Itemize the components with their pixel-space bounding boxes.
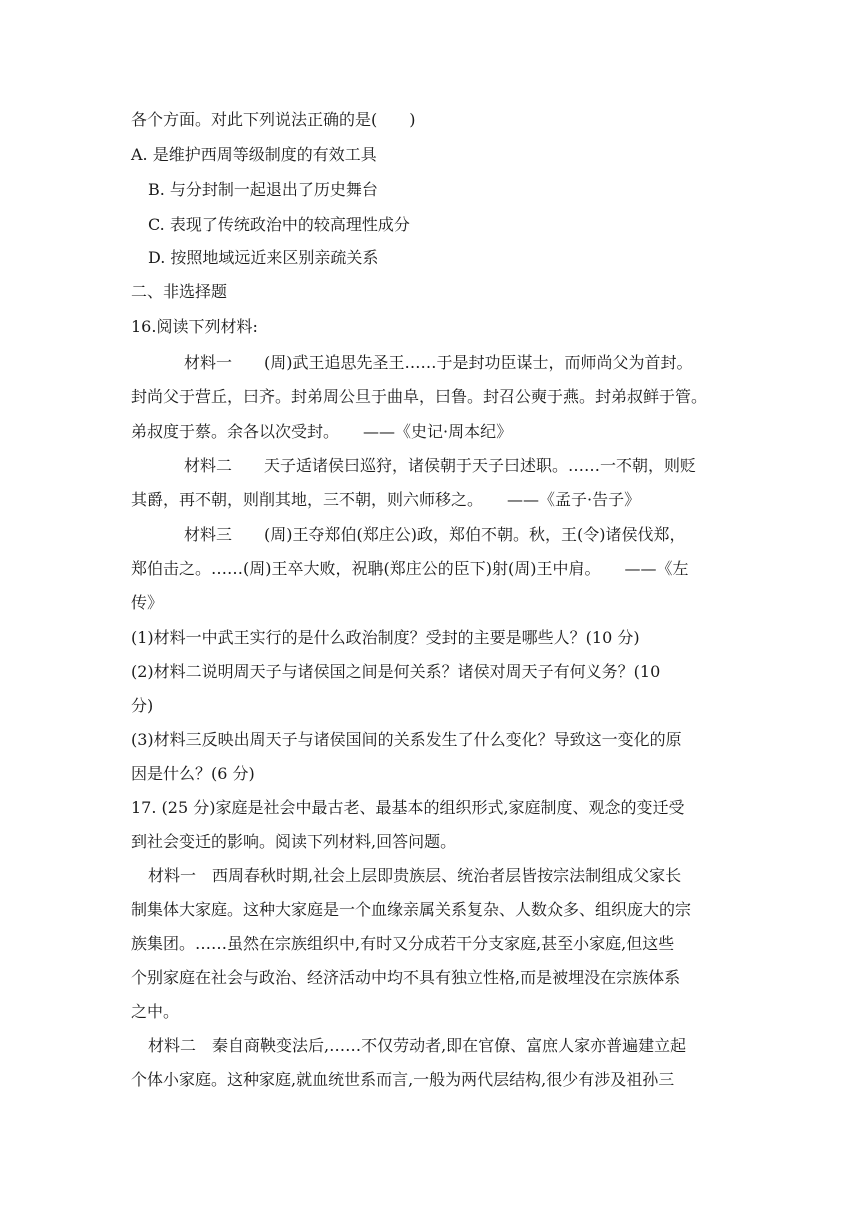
section-heading: 二、非选择题 <box>131 282 228 301</box>
q17-material-2-line-2: 个体小家庭。这种家庭,就血统世系而言,一般为两代层结构,很少有涉及祖孙三 <box>131 1070 675 1089</box>
question-16-part-2-line-1: (2)材料二说明周天子与诸侯国之间是何关系？诸侯对周天子有何义务？(10 <box>131 662 661 681</box>
material-3-line-1: 材料三 (周)王夺郑伯(郑庄公)政，郑伯不朝。秋，王(令)诸侯伐郑， <box>184 525 686 544</box>
question-16-part-3-line-2: 因是什么？(6 分) <box>131 764 255 783</box>
option-c: C. 表现了传统政治中的较高理性成分 <box>148 215 410 234</box>
material-2-line-2: 其爵，再不朝，则削其地，三不朝，则六师移之。 ——《孟子·告子》 <box>131 490 641 509</box>
material-2-line-1: 材料二 天子适诸侯曰巡狩，诸侯朝于天子曰述职。……一不朝，则贬 <box>184 456 697 475</box>
material-1-line-1: 材料一 (周)武王追思先圣王……于是封功臣谋士，而师尚父为首封。 <box>184 353 693 372</box>
question-16-part-2-line-2: 分) <box>131 696 154 715</box>
question-15-stem-tail: 各个方面。对此下列说法正确的是( ) <box>131 110 416 129</box>
q17-material-2-line-1: 材料二 秦自商鞅变法后,……不仅劳动者,即在官僚、富庶人家亦普遍建立起 <box>148 1036 687 1055</box>
q17-material-1-line-1: 材料一 西周春秋时期,社会上层即贵族层、统治者层皆按宗法制组成父家长 <box>148 866 682 885</box>
material-1-line-3: 弟叔度于蔡。余各以次受封。 ——《史记·周本纪》 <box>131 422 513 441</box>
question-16-stem: 16.阅读下列材料: <box>131 317 258 336</box>
question-17-stem-line-1: 17. (25 分)家庭是社会中最古老、最基本的组织形式,家庭制度、观念的变迁受 <box>131 798 685 817</box>
question-16-part-3-line-1: (3)材料三反映出周天子与诸侯国间的关系发生了什么变化？导致这一变化的原 <box>131 730 682 749</box>
material-3-line-2: 郑伯击之。……(周)王卒大败，祝聃(郑庄公的臣下)射(周)王中肩。 ——《左 <box>131 559 689 578</box>
q17-material-1-line-5: 之中。 <box>131 1002 180 1021</box>
q17-material-1-line-3: 族集团。……虽然在宗族组织中,有时又分成若干分支家庭,甚至小家庭,但这些 <box>131 934 675 953</box>
option-b: B. 与分封制一起退出了历史舞台 <box>148 180 378 199</box>
option-a: A. 是维护西周等级制度的有效工具 <box>131 145 377 164</box>
material-3-line-3: 传》 <box>131 593 164 612</box>
q17-material-1-line-4: 个别家庭在社会与政治、经济活动中均不具有独立性格,而是被埋没在宗族体系 <box>131 968 681 987</box>
option-d: D. 按照地域远近来区别亲疏关系 <box>148 248 379 267</box>
question-16-part-1: (1)材料一中武王实行的是什么政治制度？受封的主要是哪些人？(10 分) <box>131 628 640 647</box>
q17-material-1-line-2: 制集体大家庭。这种大家庭是一个血缘亲属关系复杂、人数众多、组织庞大的宗 <box>131 900 692 919</box>
question-17-stem-line-2: 到社会变迁的影响。阅读下列材料,回答问题。 <box>131 832 457 851</box>
material-1-line-2: 封尚父于营丘，曰齐。封弟周公旦于曲阜，曰鲁。封召公奭于燕。封弟叔鲜于管。 <box>131 387 708 406</box>
